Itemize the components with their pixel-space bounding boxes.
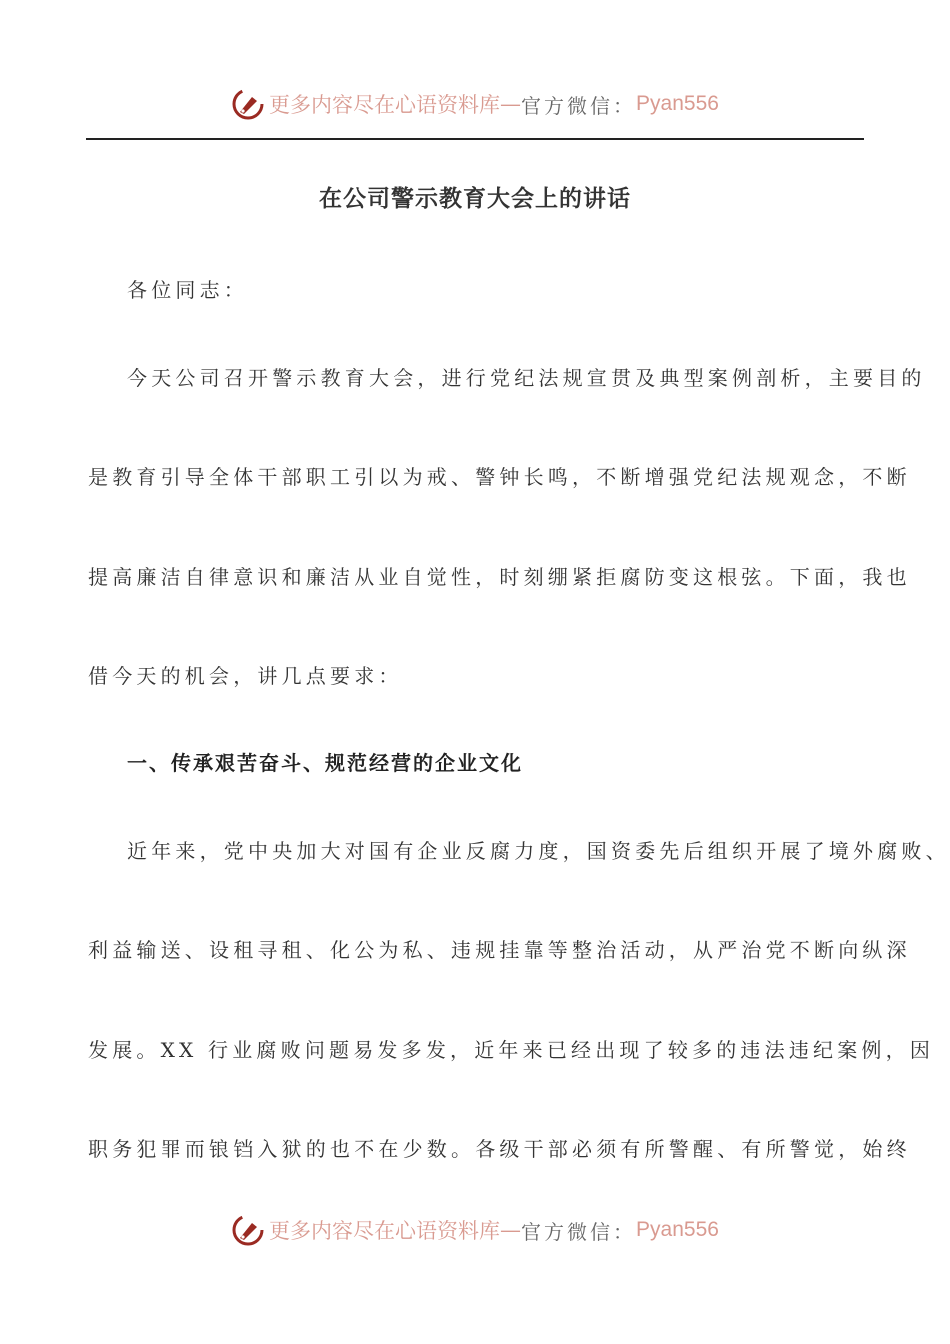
paragraph-line: 近年来，党中央加大对国有企业反腐力度，国资委先后组织开展了境外腐败、 — [127, 839, 950, 863]
banner-dash: — — [500, 1218, 522, 1242]
banner-brand-text: 更多内容尽在心语资料库 — [269, 1219, 501, 1243]
banner-wechat-id: Pyan556 — [636, 1218, 719, 1241]
paragraph-line: 是教育引导全体干部职工引以为戒、警钟长鸣，不断增强党纪法规观念，不断 — [88, 465, 911, 489]
salutation: 各位同志： — [127, 278, 248, 302]
pen-nib-logo-icon — [231, 1213, 265, 1247]
header-divider — [86, 138, 864, 140]
banner-wechat-id: Pyan556 — [636, 92, 719, 115]
pen-nib-logo-icon — [231, 87, 265, 121]
header-banner — [0, 82, 950, 126]
paragraph-line: 职务犯罪而锒铛入狱的也不在少数。各级干部必须有所警醒、有所警觉，始终 — [88, 1137, 911, 1161]
footer-banner — [0, 1208, 950, 1252]
paragraph-line: 借今天的机会，讲几点要求： — [88, 664, 403, 688]
banner-wechat-label: 官方微信： — [521, 1219, 637, 1244]
banner-brand-text: 更多内容尽在心语资料库 — [269, 93, 501, 117]
section-heading: 一、传承艰苦奋斗、规范经营的企业文化 — [127, 751, 523, 775]
paragraph-line: 今天公司召开警示教育大会，进行党纪法规宣贯及典型案例剖析，主要目的 — [127, 366, 926, 390]
paragraph-line: 提高廉洁自律意识和廉洁从业自觉性，时刻绷紧拒腐防变这根弦。下面，我也 — [88, 565, 911, 589]
banner-dash: — — [500, 92, 522, 116]
paragraph-line: 利益输送、设租寻租、化公为私、违规挂靠等整治活动，从严治党不断向纵深 — [88, 938, 911, 962]
document-title: 在公司警示教育大会上的讲话 — [319, 185, 631, 212]
banner-wechat-label: 官方微信： — [521, 93, 637, 118]
paragraph-line: 发展。XX 行业腐败问题易发多发，近年来已经出现了较多的违法违纪案例，因 — [88, 1038, 935, 1062]
